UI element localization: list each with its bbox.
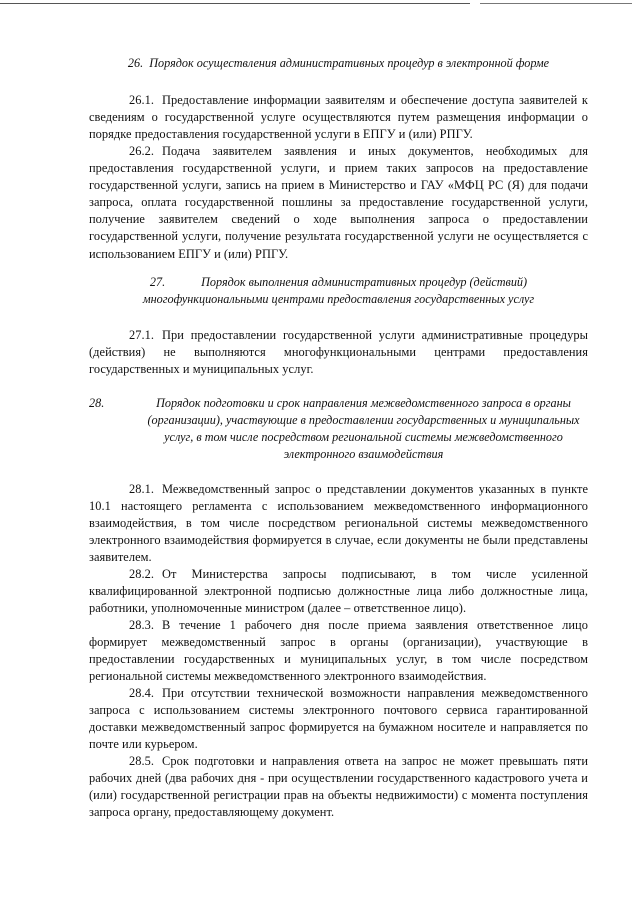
section-27-title-line-2: многофункциональными центрами предоставления государственных услуг: [142, 292, 535, 307]
paragraph-number: 28.5.: [129, 754, 155, 768]
paragraph-28-4: [89, 685, 588, 753]
section-26-heading: [89, 55, 588, 72]
paragraph-number: 28.4.: [129, 686, 155, 700]
section-28-title-line-2: (организации), участвующие в предоставлении государственных и муниципальных: [147, 413, 580, 428]
paragraph-number: 28.1.: [129, 482, 155, 496]
paragraph-text: Предоставление информации заявителям и обеспечение доступа заявителей к сведениям о государственной услуге осуществляются путем размещения информации о порядке предоставления государственной услуги в ЕПГУ и (или) РПГУ.: [89, 93, 588, 142]
section-28-title: [89, 395, 588, 463]
paragraph-text: Подача заявителем заявления и иных документов, необходимых для предоставления государственной услуги, и прием таких запросов на предоставление государственной услуги, запись на прием в Министерство и ГАУ «МФЦ РС (Я) для подачи запроса, оплата государственной пошлины за предоставление государственной услуги, получение заявителем сведений о ходе выполнения запроса о предоставлении государственной услуги, получение результата государственной услуги не осуществляется с использованием ЕПГУ и (или) РПГУ.: [89, 144, 588, 261]
section-27-heading: [89, 274, 588, 308]
paragraph-number: 28.2.: [129, 567, 155, 581]
paragraph-28-2: [89, 566, 588, 617]
scan-line-left: [0, 3, 470, 4]
paragraph-26-1: [89, 92, 588, 143]
scan-line-right: [480, 3, 632, 4]
paragraph-number: 26.2.: [129, 144, 155, 158]
paragraph-text: Межведомственный запрос о представлении документов указанных в пункте 10.1 настоящего регламента с использованием межведомственного информационного взаимодействия, в том числе посредством региональной системы межведомственного электронного взаимодействия формируется в случае, если документы не были представлены заявителем.: [89, 482, 588, 565]
paragraph-text: Срок подготовки и направления ответа на запрос не может превышать пяти рабочих дней (два рабочих дня - при осуществлении государственного кадастрового учета и (или) государственной регистрации прав на объекты недвижимости) с момента поступления запроса органу, предоставляющему документ.: [89, 754, 588, 820]
paragraph-26-2: [89, 143, 588, 263]
section-26-title: Порядок осуществления административных процедур в электронной форме: [149, 56, 550, 70]
paragraph-number: 26.1.: [129, 93, 155, 107]
section-26-number: 26.: [127, 56, 144, 70]
section-28-number: 28.: [89, 396, 105, 410]
paragraph-28-3: [89, 617, 588, 685]
section-28-title-line-3: услуг, в том числе посредством региональной системы межведомственного: [164, 430, 563, 445]
scan-top-edge-line: [0, 0, 640, 5]
paragraph-text: При отсутствии технической возможности направления межведомственного запроса с использованием системы электронного почтового сервиса гарантированной доставки межведомственный запрос формируется на бумажном носителе и направляется по почте или курьером.: [89, 686, 588, 752]
paragraph-27-1: [89, 327, 588, 378]
section-27-title-line-1: [89, 274, 588, 291]
section-28-title-line-4: электронного взаимодействия: [283, 447, 444, 462]
paragraph-text: При предоставлении государственной услуги административные процедуры (действия) не выполняются многофункциональными центрами предоставления государственных и муниципальных услуг.: [89, 328, 588, 377]
section-27-number: 27.: [149, 275, 166, 289]
section-28-heading: [89, 395, 588, 463]
section-27-title-text-1: Порядок выполнения административных процедур (действий): [201, 275, 528, 289]
paragraph-text: От Министерства запросы подписывают, в том числе усиленной квалифицированной электронной подписью должностные лица либо должностные лица, работники, уполномоченные министром (далее – ответственное лицо).: [89, 567, 588, 616]
paragraph-28-5: [89, 753, 588, 821]
section-28-title-line-1: Порядок подготовки и срок направления межведомственного запроса в органы: [156, 396, 571, 410]
paragraph-28-1: [89, 481, 588, 566]
paragraph-number: 27.1.: [129, 328, 155, 342]
paragraph-text: В течение 1 рабочего дня после приема заявления ответственное лицо формирует межведомственный запрос в органы (организации), участвующие в предоставлении государственных и муниципальных услуг, в том числе посредством региональной системы межведомственного электронного взаимодействия.: [89, 618, 588, 684]
paragraph-number: 28.3.: [129, 618, 155, 632]
